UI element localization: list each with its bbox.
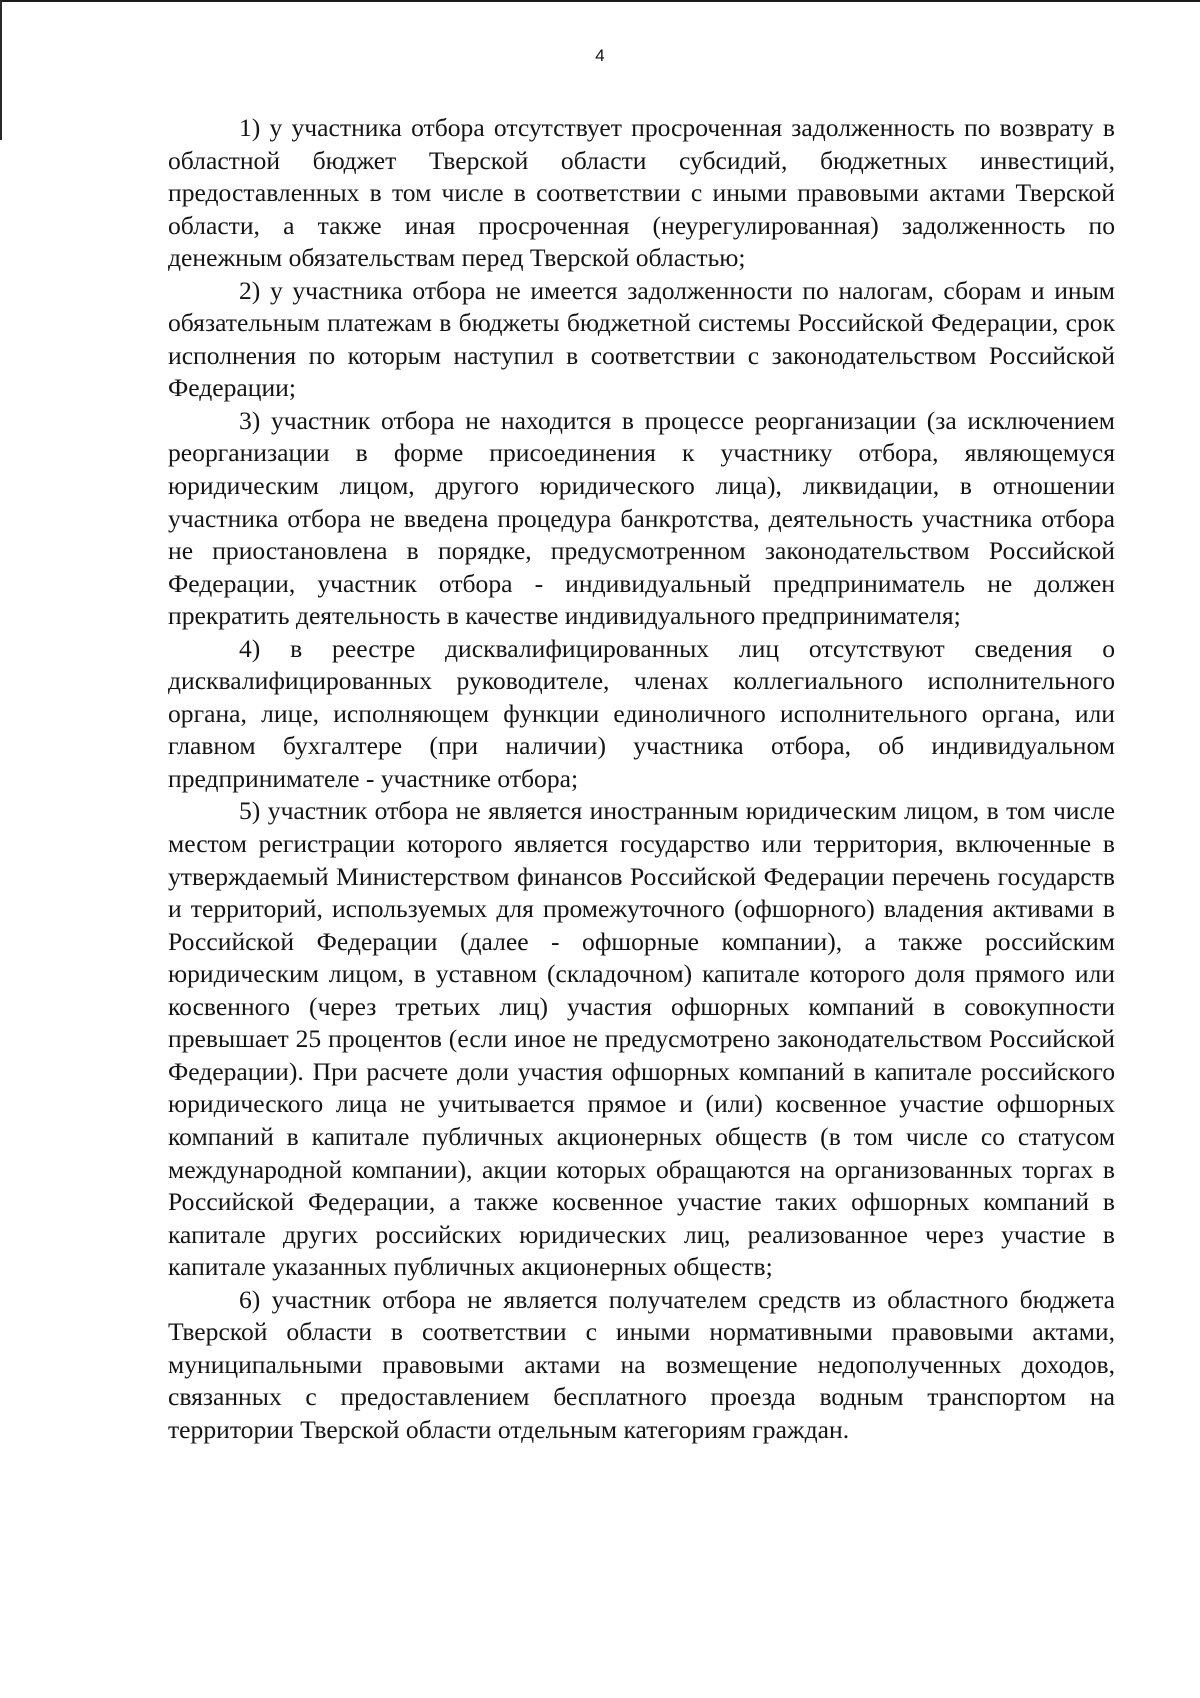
paragraph-3: 3) участник отбора не находится в процессе реорганизации (за исключением реорганизации в форме присоединения к участнику отбора, являющемуся юридическим лицом, другого юридического лица), ликвидации, в отношении участника отбора не введена процедура банкротства, деятельность участника отбора не приостановлена в порядке, предусмотренном законодательством Российской Федерации, участник отбора - индивидуальный предприниматель не должен прекратить деятельность в качестве индивидуального предпринимателя; (168, 405, 1115, 631)
paragraph-4: 4) в реестре дисквалифицированных лиц отсутствуют сведения о дисквалифицированных руководителе, членах коллегиального исполнительного органа, лице, исполняющем функции единоличного исполнительного органа, или главном бухгалтере (при наличии) участника отбора, об индивидуальном предпринимателе - участнике отбора; (168, 633, 1115, 793)
paragraph-2: 2) у участника отбора не имеется задолженности по налогам, сборам и иным обязательным платежам в бюджеты бюджетной системы Российской Федерации, срок исполнения по которым наступил в соответствии с законодательством Российской Федерации; (168, 275, 1115, 403)
scan-top-edge (0, 0, 1200, 2)
scan-left-edge (0, 0, 2, 140)
paragraph-6: 6) участник отбора не является получателем средств из областного бюджета Тверской области в соответствии с иными нормативными правовыми актами, муниципальными правовыми актами на возмещение недополученных доходов, связанных с предоставлением бесплатного проезда водным транспортом на территории Тверской области отдельным категориям граждан. (168, 1284, 1115, 1444)
document-body (168, 112, 1115, 1446)
page-number: 4 (595, 46, 605, 65)
paragraph-5: 5) участник отбора не является иностранным юридическим лицом, в том числе местом регистрации которого является государство или территория, включенные в утверждаемый Министерством финансов Российской Федерации перечень государств и территорий, используемых для промежуточного (офшорного) владения активами в Российской Федерации (далее - офшорные компании), а также российским юридическим лицом, в уставном (складочном) капитале которого доля прямого или косвенного (через третьих лиц) участия офшорных компаний в совокупности превышает 25 процентов (если иное не предусмотрено законодательством Российской Федерации). При расчете доли участия офшорных компаний в капитале российского юридического лица не учитывается прямое и (или) косвенное участие офшорных компаний в капитале публичных акционерных обществ (в том числе со статусом международной компании), акции которых обращаются на организованных торгах в Российской Федерации, а также косвенное участие таких офшорных компаний в капитале других российских юридических лиц, реализованное через участие в капитале указанных публичных акционерных обществ; (168, 796, 1115, 1282)
paragraph-1: 1) у участника отбора отсутствует просроченная задолженность по возврату в областной бюджет Тверской области субсидий, бюджетных инвестиций, предоставленных в том числе в соответствии с иными правовыми актами Тверской области, а также иная просроченная (неурегулированная) задолженность по денежным обязательствам перед Тверской областью; (168, 113, 1115, 273)
